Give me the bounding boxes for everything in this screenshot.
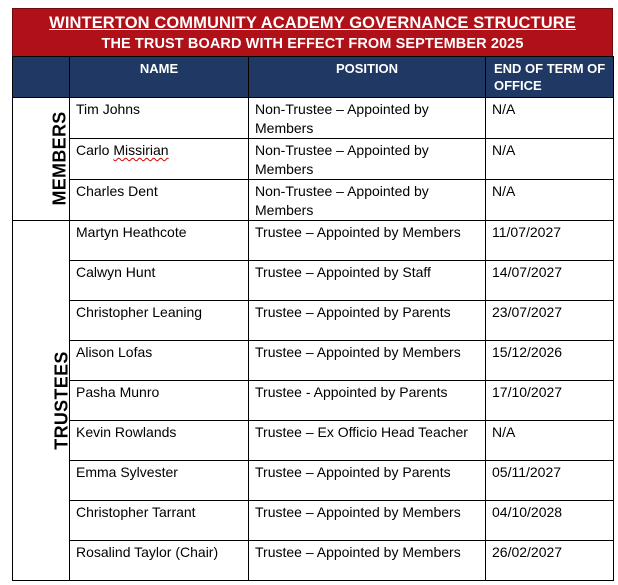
end-of-term-cell: 15/12/2026 [486,341,614,381]
document-title: WINTERTON COMMUNITY ACADEMY GOVERNANCE STRUCTURE [49,14,576,32]
group-cell-trustees [13,221,70,581]
governance-document [12,8,613,581]
end-of-term-cell: 17/10/2027 [486,381,614,421]
position-cell: Trustee – Appointed by Parents [249,461,486,501]
table-row [13,221,614,261]
table-row [13,180,614,221]
position-cell: Trustee – Ex Officio Head Teacher [249,421,486,461]
column-header-end-of-term: END OF TERM OF OFFICE [486,57,614,98]
governance-table [12,56,614,581]
position-cell: Trustee – Appointed by Members [249,221,486,261]
table-row [13,98,614,139]
group-cell-members [13,98,70,221]
name-cell: Charles Dent [70,180,249,221]
name-cell: Christopher Tarrant [70,501,249,541]
name-cell: Christopher Leaning [70,301,249,341]
column-header-position: POSITION [249,57,486,98]
end-of-term-cell: N/A [486,421,614,461]
table-row [13,421,614,461]
column-header-name: NAME [70,57,249,98]
name-cell: Emma Sylvester [70,461,249,501]
table-row [13,541,614,581]
name-cell [70,139,249,180]
group-label-trustees: TRUSTEES [51,350,72,450]
table-row [13,301,614,341]
position-cell: Trustee – Appointed by Members [249,341,486,381]
position-cell: Trustee - Appointed by Parents [249,381,486,421]
name-cell: Rosalind Taylor (Chair) [70,541,249,581]
position-cell: Trustee – Appointed by Staff [249,261,486,301]
name-first: Carlo [76,142,114,158]
position-cell: Trustee – Appointed by Members [249,541,486,581]
title-banner [12,8,613,56]
table-row [13,501,614,541]
end-of-term-cell: N/A [486,180,614,221]
name-cell: Kevin Rowlands [70,421,249,461]
end-of-term-cell: 04/10/2028 [486,501,614,541]
end-of-term-cell: 14/07/2027 [486,261,614,301]
position-cell: Non-Trustee – Appointed by Members [249,180,486,221]
table-row [13,461,614,501]
group-label-members: MEMBERS [49,111,70,206]
table-row [13,381,614,421]
table-row [13,139,614,180]
end-of-term-cell: 11/07/2027 [486,221,614,261]
position-cell: Non-Trustee – Appointed by Members [249,98,486,139]
end-of-term-cell: 23/07/2027 [486,301,614,341]
table-row [13,261,614,301]
document-subtitle: THE TRUST BOARD WITH EFFECT FROM SEPTEMBER 2025 [101,36,524,52]
name-cell: Martyn Heathcote [70,221,249,261]
table-row [13,341,614,381]
end-of-term-cell: 26/02/2027 [486,541,614,581]
name-cell: Pasha Munro [70,381,249,421]
position-cell: Trustee – Appointed by Members [249,501,486,541]
group-column-header [13,57,70,98]
table-header-row [13,57,614,98]
name-cell: Alison Lofas [70,341,249,381]
name-cell: Tim Johns [70,98,249,139]
end-of-term-cell: N/A [486,98,614,139]
name-cell: Calwyn Hunt [70,261,249,301]
position-cell: Non-Trustee – Appointed by Members [249,139,486,180]
spelling-flagged-name: Missirian [113,142,169,158]
end-of-term-cell: 05/11/2027 [486,461,614,501]
end-of-term-cell: N/A [486,139,614,180]
position-cell: Trustee – Appointed by Parents [249,301,486,341]
